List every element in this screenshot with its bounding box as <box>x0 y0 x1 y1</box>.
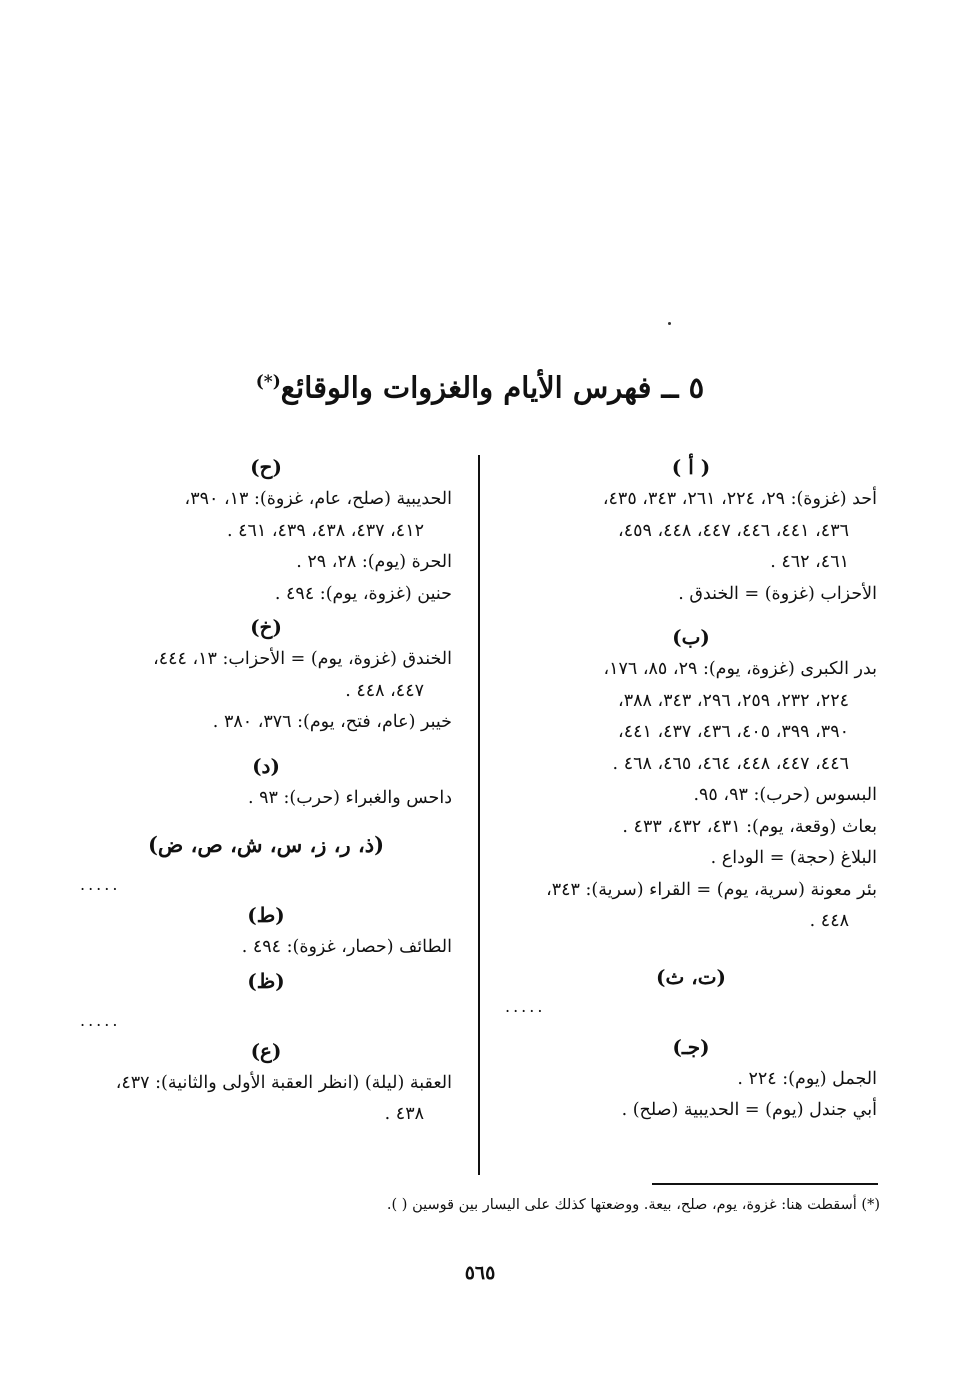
entry-line: الحديبية (صلح، عام، غزوة): ١٣، ٣٩٠، <box>184 489 452 509</box>
entry-dahis: داحس والغبراء (حرب): ٩٣ . <box>247 787 452 808</box>
title-footnote-mark: (*) <box>255 372 281 392</box>
entry-jamal: الجمل (يوم): ٢٢٤ . <box>737 1068 877 1089</box>
entry-line: ٢٢٤، ٢٣٢، ٢٥٩، ٢٩٦، ٣٤٣، ٣٨٨، <box>618 690 849 711</box>
ink-speck <box>668 322 671 325</box>
entry-line: ٤٣٦، ٤٤١، ٤٤٦، ٤٤٧، ٤٤٨، ٤٥٩، <box>618 520 849 541</box>
omitted-dots: ..... <box>80 875 121 894</box>
entry-line: ٤٣٨ . <box>384 1104 424 1124</box>
entry-basus: البسوس (حرب): ٩٣، ٩٥. <box>693 785 877 805</box>
section-letter-ta-tha: (ت، ث) <box>656 964 726 989</box>
entry-line: ٤٦١، ٤٦٢ . <box>770 552 849 572</box>
entry-badr <box>505 654 877 780</box>
section-letter-ain: (ع) <box>250 1038 282 1063</box>
section-letter-tta: (ط) <box>247 903 285 927</box>
section-letter-group: (ذ، ر، ز، س، ش، ص، ض) <box>147 832 385 857</box>
entry-ahzab: الأحزاب (غزوة) = الخندق . <box>678 583 877 604</box>
entry-bir-maouna <box>505 875 877 938</box>
section-letter-ha: (ح) <box>250 455 282 479</box>
entry-harra: الحرة (يوم): ٢٨، ٢٩ . <box>296 552 452 572</box>
entry-abi-jandal: أبي جندل (يوم) = الحديبية (صلح) . <box>621 1100 877 1120</box>
title-text: ٥ ــ فهرس الأيام والغزوات والوقائع <box>280 370 705 405</box>
section-letter-kha: (خ) <box>250 615 282 639</box>
entry-line: ٤٤٧، ٤٤٨ . <box>345 680 424 701</box>
omitted-dots: ..... <box>505 996 546 1016</box>
entry-line: بدر الكبرى (غزوة، يوم): ٢٩، ٨٥، ١٧٦، <box>603 659 877 679</box>
section-letter-alif: ( أ ) <box>671 455 711 479</box>
entry-line: الخندق (غزوة، يوم) = الأحزاب: ١٣، ٤٤٤، <box>153 649 452 669</box>
omitted-dots: ..... <box>80 1010 121 1030</box>
entry-line: بئر معونة (سرية، يوم) = القراء (سرية): ٣٤٣، <box>546 879 877 900</box>
entry-balagh: البلاغ (حجة) = الوداع . <box>710 848 877 868</box>
entry-aqaba <box>80 1068 452 1131</box>
left-column <box>80 450 452 1131</box>
section-letter-dal: (د) <box>252 753 280 778</box>
entry-buath: بعاث (وقعة، يوم): ٤٣١، ٤٣٢، ٤٣٣ . <box>622 816 877 837</box>
page-number: ٥٦٥ <box>464 1262 496 1284</box>
entry-taif: الطائف (حصار، غزوة): ٤٩٤ . <box>241 937 452 957</box>
entry-khandaq <box>80 644 452 707</box>
entry-line: ٤٤٦، ٤٤٧، ٤٤٨، ٤٦٤، ٤٦٥، ٤٦٨ . <box>612 753 849 774</box>
column-divider <box>478 455 480 1175</box>
entry-hunayn: حنين (غزوة، يوم): ٤٩٤ . <box>274 583 452 604</box>
entry-line: ٤٤٨ . <box>809 911 849 931</box>
entry-line: أحد (غزوة): ٢٩، ٢٢٤، ٢٦١، ٣٤٣، ٤٣٥، <box>602 489 877 509</box>
entry-line: ٣٩٠، ٣٩٩، ٤٠٥، ٤٣٦، ٤٣٧، ٤٤١، <box>618 722 849 742</box>
footnote-rule <box>652 1183 878 1185</box>
page-title <box>150 362 810 408</box>
section-letter-dha: (ظ) <box>247 968 285 993</box>
entry-khaybar: خيبر (عام، فتح، يوم): ٣٧٦، ٣٨٠ . <box>212 712 452 732</box>
section-letter-jim: (جـ) <box>672 1034 710 1059</box>
entry-line: ٤١٢، ٤٣٧، ٤٣٨، ٤٣٩، ٤٦١ . <box>226 520 424 541</box>
right-column <box>505 450 877 1127</box>
entry-uhud <box>505 484 877 579</box>
entry-hudaybiya <box>80 484 452 547</box>
footnote: (*) أسقطت هنا: غزوة، يوم، صلح، بيعة. ووضعتها كذلك على اليسار بين قوسين ( ). <box>386 1197 880 1213</box>
section-letter-ba: (ب) <box>672 625 710 649</box>
entry-line: العقبة (ليلة) (انظر العقبة الأولى والثانية): ٤٣٧، <box>115 1072 452 1093</box>
